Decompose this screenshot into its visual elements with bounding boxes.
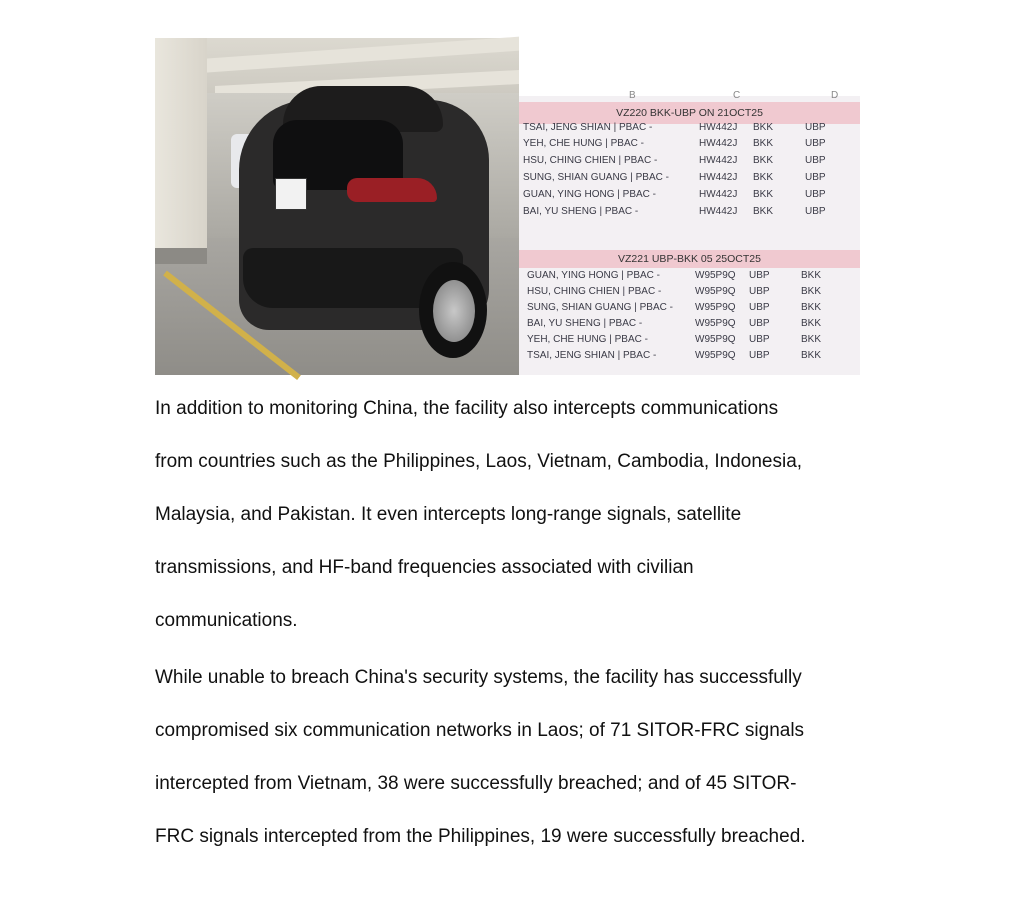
origin: BKK [753,155,774,166]
destination: BKK [801,286,822,297]
origin: UBP [749,270,770,281]
passenger-manifest-image [519,90,860,375]
text-line: While unable to breach China's security systems, the facility has successfully [155,667,802,688]
destination: UBP [805,122,826,133]
origin: UBP [749,334,770,345]
booking-code: W95P9Q [695,270,736,281]
manifest-row [519,204,860,220]
manifest-row [519,332,860,348]
text-line: intercepted from Vietnam, 38 were successfully breached; and of 45 SITOR- [155,773,797,794]
destination: UBP [805,172,826,183]
destination: UBP [805,189,826,200]
passenger-name: HSU, CHING CHIEN | PBAC - [527,286,662,297]
booking-code: W95P9Q [695,350,736,361]
destination: UBP [805,155,826,166]
booking-code: W95P9Q [695,302,736,313]
manifest-row [519,187,860,203]
booking-code: HW442J [699,206,738,217]
text-line: transmissions, and HF-band frequencies associated with civilian [155,557,694,578]
pillar-base [155,248,207,264]
text-line: compromised six communication networks in Laos; of 71 SITOR-FRC signals [155,720,805,741]
origin: BKK [753,189,774,200]
text-line: Malaysia, and Pakistan. It even intercepts long-range signals, satellite [155,504,742,525]
booking-code: HW442J [699,189,738,200]
manifest-row [519,316,860,332]
booking-code: W95P9Q [695,318,736,329]
booking-code: W95P9Q [695,334,736,345]
suv-wheel-rim [433,280,475,342]
manifest-row [519,348,860,364]
origin: UBP [749,286,770,297]
text-line: In addition to monitoring China, the facility also intercepts communications [155,398,779,419]
booking-code: W95P9Q [695,286,736,297]
paragraph-monitoring [155,398,875,632]
paragraph-breaches [155,667,875,848]
passenger-name: SUNG, SHIAN GUANG | PBAC - [523,172,669,183]
destination: BKK [801,302,822,313]
manifest-row [519,120,860,136]
booking-code: HW442J [699,122,738,133]
suv-parking-photo [155,38,519,375]
origin: BKK [753,138,774,149]
garage-pillar [155,38,207,260]
destination: UBP [805,206,826,217]
passenger-name: TSAI, JENG SHIAN | PBAC - [523,122,653,133]
text-line: FRC signals intercepted from the Philippines, 19 were successfully breached. [155,826,806,847]
column-letter: B [629,90,636,101]
passenger-name: GUAN, YING HONG | PBAC - [527,270,660,281]
booking-code: HW442J [699,155,738,166]
column-letter: C [733,90,741,101]
passenger-name: SUNG, SHIAN GUANG | PBAC - [527,302,673,313]
booking-code: HW442J [699,172,738,183]
manifest-row [519,268,860,284]
text-line: from countries such as the Philippines, Laos, Vietnam, Cambodia, Indonesia, [155,451,803,472]
manifest-row [519,153,860,169]
manifest-row [519,170,860,186]
destination: BKK [801,318,822,329]
manifest-row [519,300,860,316]
passenger-name: HSU, CHING CHIEN | PBAC - [523,155,658,166]
passenger-name: BAI, YU SHENG | PBAC - [523,206,639,217]
origin: UBP [749,302,770,313]
manifest-row [519,284,860,300]
manifest-row [519,136,860,152]
license-plate [275,178,307,210]
passenger-name: TSAI, JENG SHIAN | PBAC - [527,350,657,361]
origin: BKK [753,122,774,133]
suv-tail-light [347,178,437,202]
origin: UBP [749,350,770,361]
origin: UBP [749,318,770,329]
passenger-name: YEH, CHE HUNG | PBAC - [527,334,648,345]
destination: BKK [801,350,822,361]
booking-code: HW442J [699,138,738,149]
text-line: communications. [155,610,298,631]
origin: BKK [753,172,774,183]
manifest-header-outbound: VZ220 BKK-UBP ON 21OCT25 [519,102,860,124]
destination: UBP [805,138,826,149]
passenger-name: GUAN, YING HONG | PBAC - [523,189,656,200]
passenger-name: BAI, YU SHENG | PBAC - [527,318,643,329]
column-letter: D [831,90,839,101]
passenger-name: YEH, CHE HUNG | PBAC - [523,138,644,149]
destination: BKK [801,270,822,281]
destination: BKK [801,334,822,345]
manifest-header-return: VZ221 UBP-BKK 05 25OCT25 [519,250,860,268]
origin: BKK [753,206,774,217]
